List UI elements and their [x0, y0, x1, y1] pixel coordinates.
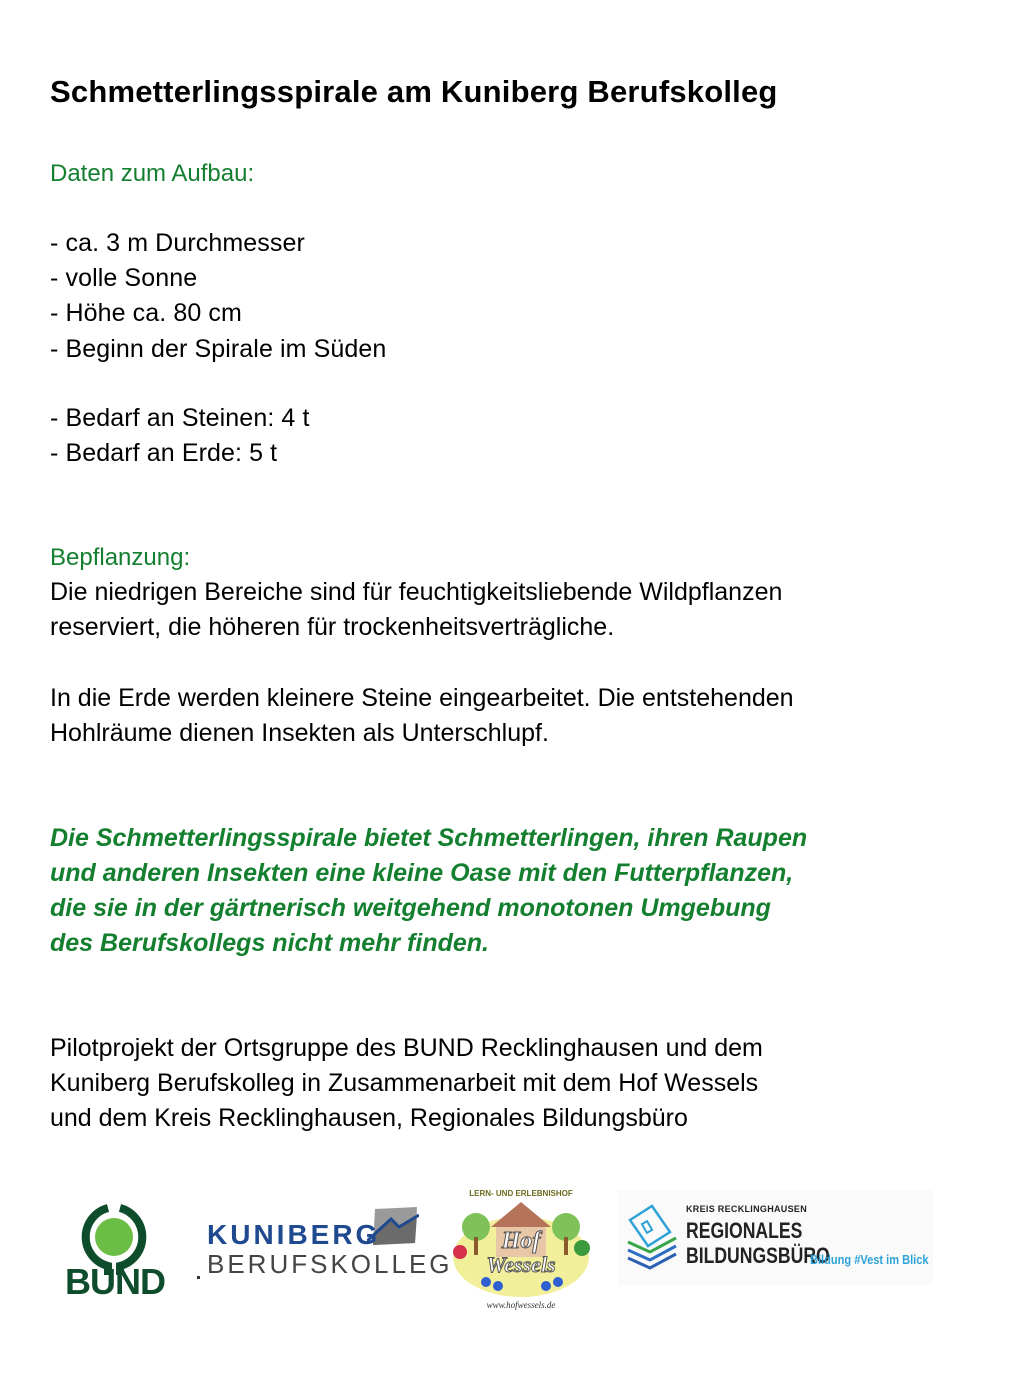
bildungsbuero-house-icon	[626, 1202, 678, 1272]
hofwessels-farm-icon	[446, 1182, 596, 1312]
dot-separator	[197, 1276, 200, 1279]
hofwessels-logo	[446, 1182, 596, 1312]
list-item: - volle Sonne	[50, 264, 198, 292]
bildungsbuero-logo	[618, 1190, 933, 1285]
highlight-line: Die Schmetterlingsspirale bietet Schmetterlingen, ihren Raupen	[50, 824, 808, 852]
credits-line: und dem Kreis Recklinghausen, Regionales Bildungsbüro	[50, 1104, 688, 1132]
bund-logo	[58, 1203, 172, 1303]
list-item: - ca. 3 m Durchmesser	[50, 229, 305, 257]
paragraph-bepflanzung-2	[50, 681, 794, 751]
svg-text:Wessels: Wessels	[486, 1252, 556, 1277]
bildungsbuero-small-label: KREIS RECKLINGHAUSEN	[686, 1204, 808, 1214]
bildungsbuero-tagline: Bildung #Vest im Blick	[810, 1252, 929, 1267]
paragraph-line: Die niedrigen Bereiche sind für feuchtigkeitsliebende Wildpflanzen	[50, 578, 783, 606]
list-item: - Beginn der Spirale im Süden	[50, 335, 387, 363]
highlight-paragraph	[50, 821, 807, 961]
paragraph-bepflanzung-1	[50, 575, 782, 645]
bildungsbuero-line2: BILDUNGSBÜRO	[686, 1243, 830, 1268]
kuniberg-logo-subtitle: BERUFSKOLLEG	[207, 1249, 453, 1279]
credits-paragraph	[50, 1031, 763, 1136]
paragraph-line: Hohlräume dienen Insekten als Unterschlupf.	[50, 719, 549, 747]
kuniberg-logo-title: KUNIBERG	[207, 1219, 381, 1250]
bund-logo-text: BUND	[65, 1261, 165, 1302]
kuniberg-logo	[205, 1205, 453, 1285]
paragraph-line: In die Erde werden kleinere Steine eingearbeitet. Die entstehenden	[50, 684, 794, 712]
highlight-line: die sie in der gärtnerisch weitgehend monotonen Umgebung	[50, 894, 771, 922]
list-item: - Höhe ca. 80 cm	[50, 299, 242, 327]
highlight-line: und anderen Insekten eine kleine Oase mit den Futterpflanzen,	[50, 859, 794, 887]
paragraph-line: reserviert, die höheren für trockenheitsverträgliche.	[50, 613, 615, 641]
bildungsbuero-line1: REGIONALES	[686, 1218, 803, 1243]
list-item: - Bedarf an Erde: 5 t	[50, 439, 278, 467]
page-title: Schmetterlingsspirale am Kuniberg Berufskolleg	[50, 74, 778, 109]
section-heading-bepflanzung: Bepflanzung:	[50, 544, 191, 571]
credits-line: Kuniberg Berufskolleg in Zusammenarbeit mit dem Hof Wessels	[50, 1069, 759, 1097]
svg-text:Hof: Hof	[501, 1228, 541, 1254]
section-heading-aufbau: Daten zum Aufbau:	[50, 160, 255, 187]
svg-text:www.hofwessels.de: www.hofwessels.de	[486, 1300, 556, 1310]
list-item: - Bedarf an Steinen: 4 t	[50, 404, 310, 432]
highlight-line: des Berufskollegs nicht mehr finden.	[50, 929, 489, 957]
svg-text:LERN- UND ERLEBNISHOF: LERN- UND ERLEBNISHOF	[469, 1189, 573, 1198]
credits-line: Pilotprojekt der Ortsgruppe des BUND Recklinghausen und dem	[50, 1034, 763, 1062]
